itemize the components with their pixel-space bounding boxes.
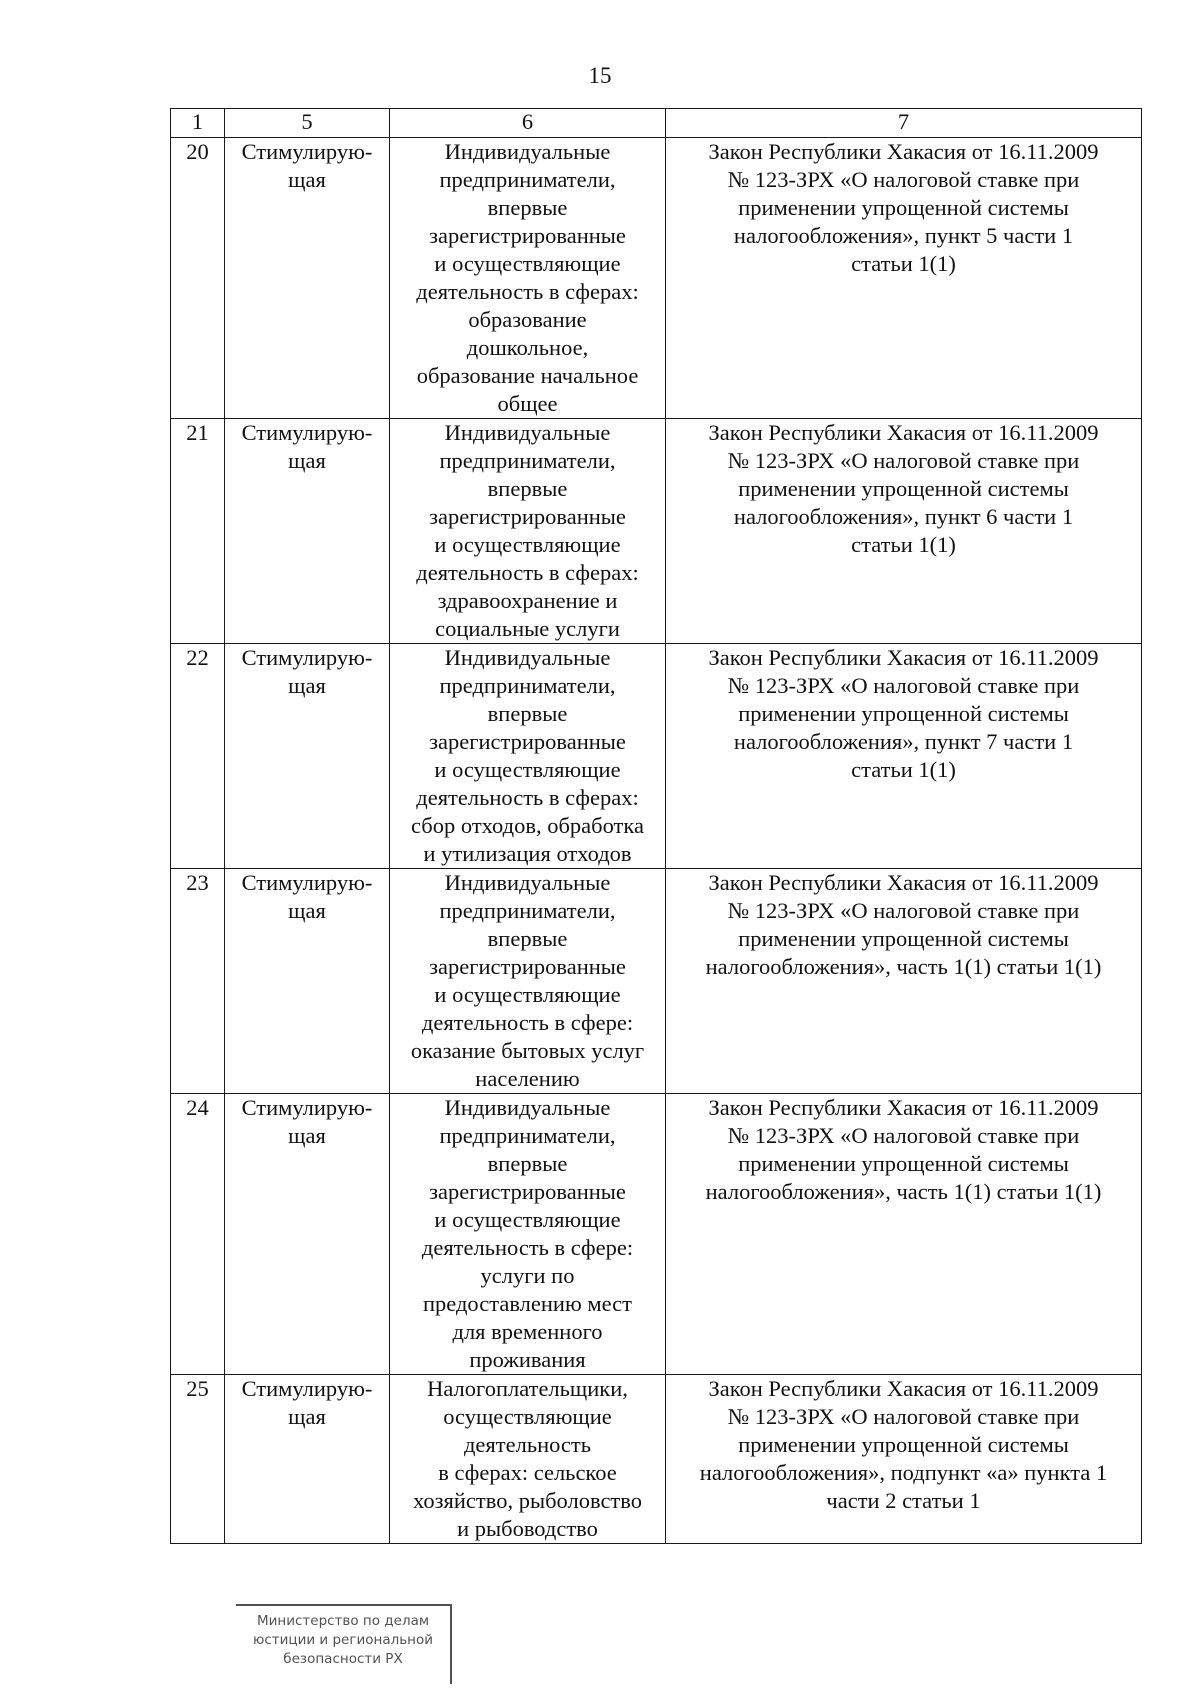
ministry-stamp xyxy=(236,1604,452,1684)
table-row xyxy=(171,1375,1142,1544)
table-row xyxy=(171,419,1142,644)
table-row xyxy=(171,1094,1142,1375)
taxpayer-category-text: Индивидуальные предприниматели, впервые зарегистрированные и осуществляющие деятельность в сфере: услуги по предоставлению мест для временного проживания xyxy=(421,1095,634,1372)
benefit-type xyxy=(225,1094,390,1375)
legal-basis-text: Закон Республики Хакасия от 16.11.2009 № 123-ЗРХ «О налоговой ставке при применении упрощенной системы налогообложения», пункт 6 части 1 статьи 1(1) xyxy=(708,420,1099,557)
table-row xyxy=(171,869,1142,1094)
column-header: 6 xyxy=(390,109,666,138)
benefit-type xyxy=(225,869,390,1094)
row-number xyxy=(171,1375,225,1544)
row-number xyxy=(171,1094,225,1375)
taxpayer-category xyxy=(390,644,666,869)
legal-basis-text: Закон Республики Хакасия от 16.11.2009 № 123-ЗРХ «О налоговой ставке при применении упрощенной системы налогообложения», пункт 7 части 1 статьи 1(1) xyxy=(708,645,1099,782)
benefit-type xyxy=(225,419,390,644)
taxpayer-category xyxy=(390,1094,666,1375)
column-header: 1 xyxy=(171,109,225,138)
row-number xyxy=(171,138,225,419)
taxpayer-category-text: Индивидуальные предприниматели, впервые зарегистрированные и осуществляющие деятельность в сфере: оказание бытовых услуг населению xyxy=(410,870,645,1091)
row-number-text: 25 xyxy=(186,1376,209,1401)
row-number-text: 22 xyxy=(186,645,209,670)
row-number-text: 21 xyxy=(186,420,209,445)
taxpayer-category xyxy=(390,419,666,644)
taxpayer-category-text: Индивидуальные предприниматели, впервые зарегистрированные и осуществляющие деятельность в сферах: сбор отходов, обработка и утилизация отходов xyxy=(411,645,644,866)
benefit-type xyxy=(225,1375,390,1544)
benefit-type-text: Стимулирую- щая xyxy=(241,1095,373,1148)
taxpayer-category-text: Индивидуальные предприниматели, впервые зарегистрированные и осуществляющие деятельность в сферах: здравоохранение и социальные услуги xyxy=(416,420,639,641)
stamp-line: Министерство по делам xyxy=(256,1613,430,1629)
benefit-type-text: Стимулирую- щая xyxy=(241,1376,373,1429)
row-number xyxy=(171,419,225,644)
table-header-row xyxy=(171,109,1142,138)
column-header: 5 xyxy=(225,109,390,138)
benefit-type xyxy=(225,138,390,419)
legal-basis xyxy=(666,1094,1142,1375)
benefit-type xyxy=(225,644,390,869)
tax-benefits-table xyxy=(170,108,1142,1544)
legal-basis-text: Закон Республики Хакасия от 16.11.2009 № 123-ЗРХ «О налоговой ставке при применении упрощенной системы налогообложения», подпункт «а» пункта 1 части 2 статьи 1 xyxy=(699,1376,1108,1513)
legal-basis-text: Закон Республики Хакасия от 16.11.2009 № 123-ЗРХ «О налоговой ставке при применении упрощенной системы налогообложения», часть 1(1) статьи 1(1) xyxy=(705,870,1102,979)
row-number xyxy=(171,869,225,1094)
legal-basis xyxy=(666,1375,1142,1544)
legal-basis xyxy=(666,138,1142,419)
taxpayer-category xyxy=(390,138,666,419)
legal-basis-text: Закон Республики Хакасия от 16.11.2009 № 123-ЗРХ «О налоговой ставке при применении упрощенной системы налогообложения», пункт 5 части 1 статьи 1(1) xyxy=(708,139,1099,276)
benefit-type-text: Стимулирую- щая xyxy=(241,139,373,192)
row-number-text: 24 xyxy=(186,1095,209,1120)
row-number-text: 23 xyxy=(186,870,209,895)
row-number xyxy=(171,644,225,869)
legal-basis-text: Закон Республики Хакасия от 16.11.2009 № 123-ЗРХ «О налоговой ставке при применении упрощенной системы налогообложения», часть 1(1) статьи 1(1) xyxy=(705,1095,1102,1204)
legal-basis xyxy=(666,869,1142,1094)
row-number-text: 20 xyxy=(186,139,209,164)
column-header: 7 xyxy=(666,109,1142,138)
page-number: 15 xyxy=(588,63,612,88)
table-row xyxy=(171,644,1142,869)
taxpayer-category-text: Индивидуальные предприниматели, впервые зарегистрированные и осуществляющие деятельность в сферах: образование дошкольное, образование начальное общее xyxy=(416,139,639,416)
stamp-line: юстиции и региональной xyxy=(252,1632,434,1648)
taxpayer-category xyxy=(390,869,666,1094)
legal-basis xyxy=(666,644,1142,869)
taxpayer-category-text: Налогоплательщики, осуществляющие деятельность в сферах: сельское хозяйство, рыболовство и рыбоводство xyxy=(413,1376,642,1541)
table-row xyxy=(171,138,1142,419)
benefit-type-text: Стимулирую- щая xyxy=(241,645,373,698)
benefit-type-text: Стимулирую- щая xyxy=(241,870,373,923)
legal-basis xyxy=(666,419,1142,644)
taxpayer-category xyxy=(390,1375,666,1544)
benefit-type-text: Стимулирую- щая xyxy=(241,420,373,473)
stamp-line: безопасности РХ xyxy=(283,1651,403,1667)
